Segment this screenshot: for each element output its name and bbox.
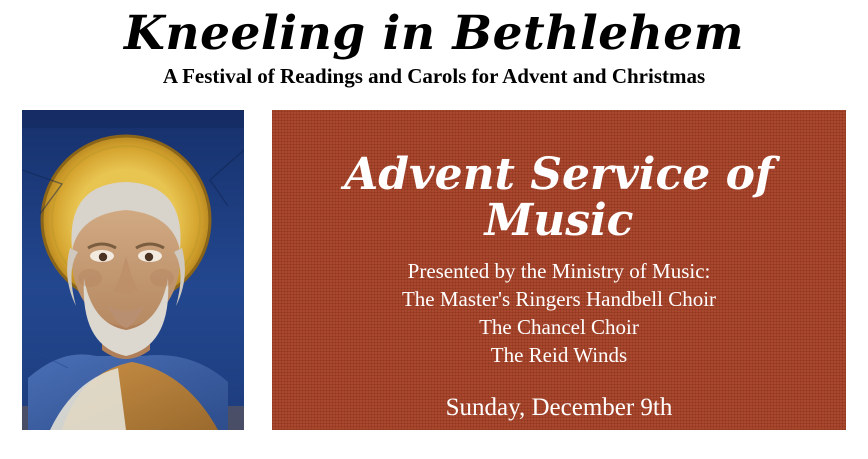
poster-body xyxy=(22,110,846,456)
presented-by-label: Presented by the Ministry of Music: xyxy=(407,259,711,284)
list-item: The Master's Ringers Handbell Choir xyxy=(401,287,717,312)
page-subtitle: A Festival of Readings and Carols for Advent and Christmas xyxy=(162,63,706,88)
poster-header xyxy=(0,0,868,108)
page-title: Kneeling in Bethlehem xyxy=(124,6,744,61)
event-panel xyxy=(272,110,846,456)
event-date: Sunday, December 9th xyxy=(445,394,673,422)
list-item: The Reid Winds xyxy=(490,342,628,367)
artwork-image xyxy=(22,110,244,430)
event-datetime xyxy=(272,369,846,459)
list-item: The Chancel Choir xyxy=(479,314,639,339)
event-title: Advent Service of Music xyxy=(344,149,774,247)
ensemble-list xyxy=(272,286,846,369)
fresco-illustration xyxy=(22,110,244,430)
event-time: Prelude begins at 4:30 p.m. xyxy=(422,428,696,456)
